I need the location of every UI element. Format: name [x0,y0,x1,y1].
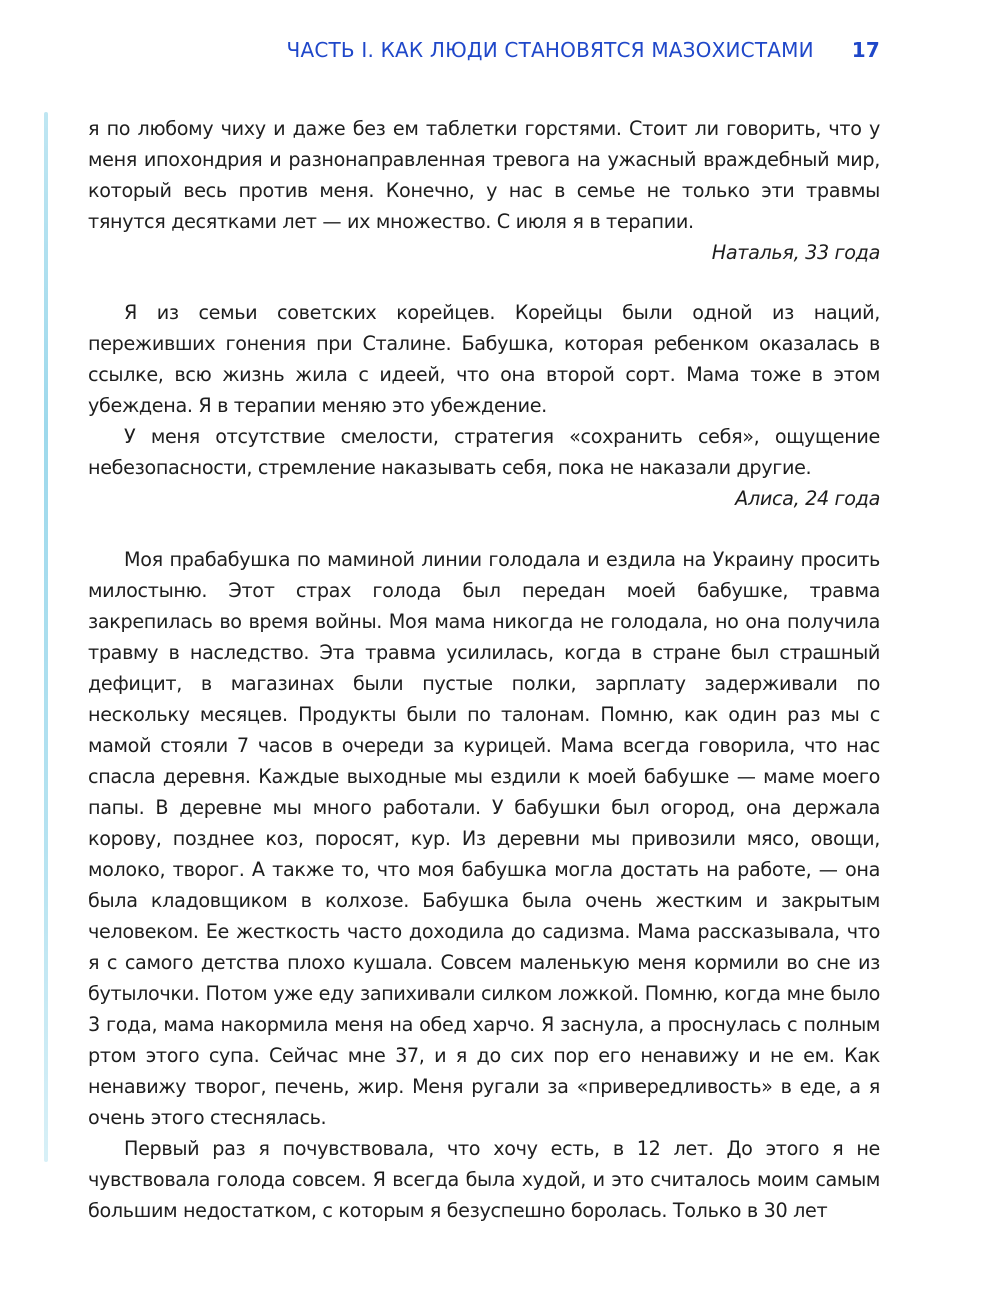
story-paragraph: я по любому чиху и даже без ем таблетки горстями. Стоит ли говорить, что у меня ипохондрия и разнонаправленная тревога на ужасный враждебный мир, который весь против меня. Конечно, у нас в семье не только эти травмы тянутся десятками лет — их множество. С июля я в терапии. [88,117,880,233]
page-number: 17 [851,38,880,62]
story-signature: Алиса, 24 года [735,487,880,510]
story-signature: Наталья, 33 года [711,241,880,264]
story-paragraph: Я из семьи советских корейцев. Корейцы были одной из наций, переживших гонения при Сталине. Бабушка, которая ребенком оказалась в ссылке, всю жизнь жила с идеей, что она второй сорт. Мама тоже в этом убеждена. Я в терапии меняю это убеждение. [88,301,880,417]
story-natalia [88,113,880,268]
chapter-title: ЧАСТЬ I. КАК ЛЮДИ СТАНОВЯТСЯ МАЗОХИСТАМИ [286,38,814,62]
story-prababushka [88,544,880,1226]
margin-highlight-line [44,112,48,1162]
story-alisa [88,297,880,514]
story-paragraph: Моя прабабушка по маминой линии голодала и ездила на Украину просить милостыню. Этот страх голода был передан моей бабушке, травма закрепилась во время войны. Моя мама никогда не голодала, но она получила травму в наследство. Эта травма усилилась, когда в стране был страшный дефицит, в магазинах были пустые полки, зарплату задерживали по нескольку месяцев. Продукты были по талонам. Помню, как один раз мы с мамой стояли 7 часов в очереди за курицей. Мама всегда говорила, что нас спасла деревня. Каждые выходные мы ездили к моей бабушке — маме моего папы. В деревне мы много работали. У бабушки был огород, она держала корову, позднее коз, поросят, кур. Из деревни мы привозили мясо, овощи, молоко, творог. А также то, что моя бабушка могла достать на работе, — она была кладовщиком в колхозе. Бабушка была очень жестким и закрытым человеком. Ее жесткость часто доходила до садизма. Мама рассказывала, что я с самого детства плохо кушала. Совсем маленькую меня кормили во сне из бутылочки. Потом уже еду запихивали силком ложкой. Помню, когда мне было 3 года, мама накормила меня на обед харчо. Я заснула, а проснулась с полным ртом этого супа. Сейчас мне 37, и я до сих пор его ненавижу и не ем. Как ненавижу творог, печень, жир. Меня ругали за «привередливость» в еде, а я очень этого стеснялась. [88,548,880,1129]
running-header [200,38,880,62]
story-paragraph: Первый раз я почувствовала, что хочу есть, в 12 лет. До этого я не чувствовала голода совсем. Я всегда была худой, и это считалось моим самым большим недостатком, с которым я безуспешно боролась. Только в 30 лет [88,1137,880,1222]
story-paragraph: У меня отсутствие смелости, стратегия «сохранить себя», ощущение небезопасности, стремление наказывать себя, пока не наказали другие. [88,425,880,479]
